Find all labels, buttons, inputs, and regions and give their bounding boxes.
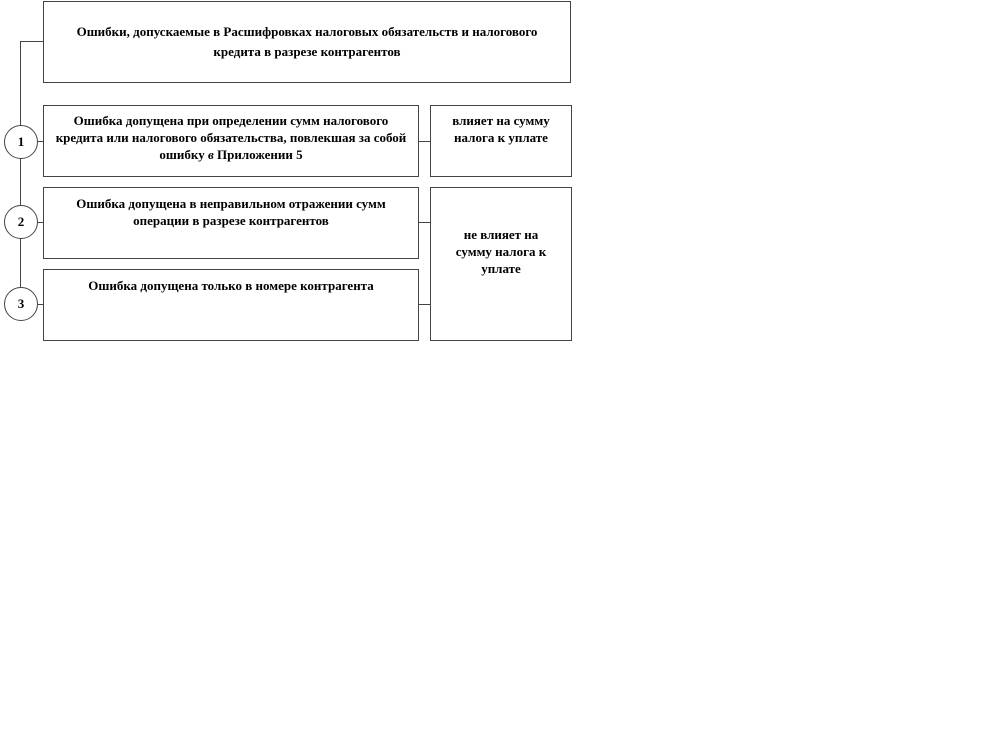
error-box-2 <box>43 187 419 259</box>
number-circle-2: 2 <box>4 205 38 239</box>
title-connector <box>20 41 43 42</box>
error-italic-word-1: в <box>207 147 214 162</box>
effect-connector-1 <box>418 141 430 142</box>
error-box-1 <box>43 105 419 177</box>
number-circle-1: 1 <box>4 125 38 159</box>
effect-text-affects: влияет на сумму налога к уплате <box>452 113 550 145</box>
effect-box-affects <box>430 105 572 177</box>
diagram-title: Ошибки, допускаемые в Расшифровках налоговых обязательств и налогового кредита в разрезе контрагентов <box>76 24 538 59</box>
error-text-1: Ошибка допущена при определении сумм налогового кредита или налогового обязательства, повлекшая за собой ошибку в Приложении 5 <box>55 113 407 162</box>
effect-connector-2 <box>418 222 430 223</box>
error-text-2: Ошибка допущена в неправильном отражении сумм операции в разрезе контрагентов <box>76 196 386 228</box>
error-box-3 <box>43 269 419 341</box>
vertical-connector <box>20 41 21 289</box>
effect-box-not-affects <box>430 187 572 341</box>
effect-connector-3 <box>418 304 430 305</box>
error-text-3: Ошибка допущена только в номере контрагента <box>88 278 374 293</box>
effect-text-not-affects: не влияет на сумму налога к уплате <box>455 227 547 276</box>
number-circle-3: 3 <box>4 287 38 321</box>
diagram-title-box <box>43 1 571 83</box>
